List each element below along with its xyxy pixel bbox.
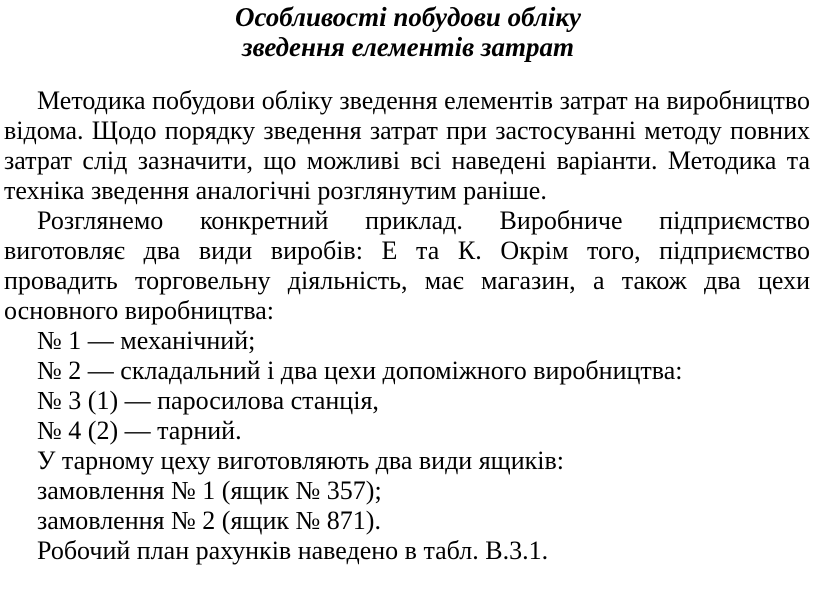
- title-line-2: зведення елементів затрат: [242, 32, 574, 62]
- list-line-order-1: замовлення № 1 (ящик № 357);: [37, 476, 382, 505]
- list-line-workshop-1: № 1 — механічний;: [37, 326, 256, 355]
- list-line-order-2: замовлення № 2 (ящик № 871).: [37, 506, 381, 535]
- list-line-workshop-2: № 2 — складальний і два цехи допоміжного виробництва:: [37, 356, 683, 385]
- paragraph-intro: Методика побудови обліку зведення елементів затрат на виробництво відома. Щодо порядку зведення затрат при застосуванні методу повних затрат слід зазначити, що можливі всі наведені варіанти. Методика та техніка зведення аналогічні розглянутим раніше.: [4, 86, 810, 205]
- text-line-box-types: У тарному цеху виготовляють два види ящиків:: [37, 446, 564, 475]
- paragraph-example: Розглянемо конкретний приклад. Виробниче підприємство виготовляє два види виробів: Е та К. Окрім того, підприємство провадить торговельну діяльність, має магазин, а також два цехи основного виробництва:: [4, 206, 810, 325]
- title-line-1: Особливості побудови обліку: [234, 2, 582, 32]
- list-line-workshop-4: № 4 (2) — тарний.: [37, 416, 242, 445]
- document-body: [4, 86, 810, 566]
- list-line-workshop-3: № 3 (1) — паросилова станція,: [37, 386, 379, 415]
- document-title: [0, 0, 816, 62]
- text-line-account-plan: Робочий план рахунків наведено в табл. В.3.1.: [37, 536, 549, 565]
